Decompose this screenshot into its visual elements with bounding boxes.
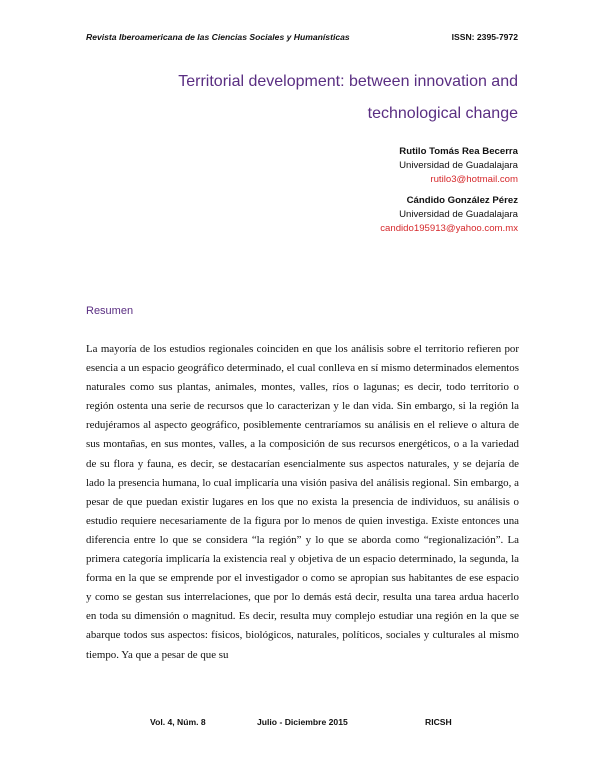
author-2 bbox=[218, 194, 518, 236]
page-footer bbox=[150, 717, 450, 729]
author-name: Rutilo Tomás Rea Becerra bbox=[399, 146, 518, 157]
running-header bbox=[86, 32, 518, 42]
paper-title bbox=[98, 66, 518, 130]
author-1 bbox=[218, 145, 518, 187]
author-affiliation: Universidad de Guadalajara bbox=[399, 160, 518, 171]
author-email-link[interactable]: rutilo3@hotmail.com bbox=[430, 174, 518, 185]
author-email-link[interactable]: candido195913@yahoo.com.mx bbox=[380, 223, 518, 234]
footer-journal-code: RICSH bbox=[425, 717, 452, 727]
paper-title-line-1: Territorial development: between innovation and bbox=[178, 73, 518, 90]
footer-volume: Vol. 4, Núm. 8 bbox=[150, 717, 206, 727]
author-name: Cándido González Pérez bbox=[406, 195, 518, 206]
paper-title-line-2: technological change bbox=[367, 105, 518, 122]
abstract-text: La mayoría de los estudios regionales coinciden en que los análisis sobre el territorio refieren por esencia a un espacio geográfico determinado, el cual conlleva en sí mismo determinados elementos naturales como sus plantas, animales, montes, valles, ríos o lagunas; es decir, todo territorio o región ostenta una serie de recursos que lo caracterizan y le dan vida. Sin embargo, si la región la redujéramos al aspecto geográfico, posiblemente centraríamos su análisis en el relieve o altura de sus montañas, en sus montes, valles, a la composición de sus recursos energéticos, o a la variedad de su flora y fauna, es decir, se destacarían esencialmente sus aspectos naturales, y se dejaría de lado la presencia humana, lo cual implicaría una visión pasiva del análisis regional. Sin embargo, a pesar de que puedan existir lugares en los que no exista la presencia de individuos, su análisis o estudio requiere necesariamente de la figura por lo menos de quien investiga. Existe entonces una diferencia entre lo que se considera “la región” y lo que se aborda como “regionalización”. La primera categoría implicaría la existencia real y objetiva de un espacio determinado, la segunda, la forma en la que se emprende por el investigador o como se apropian sus habitantes de ese espacio y como se gestan sus interrelaciones, que por lo demás está decir, resulta una tarea ardua hacerlo en toda su dimensión o magnitud. Es decir, resulta muy complejo estudiar una región en la que se abarque todos sus aspectos: físicos, biológicos, naturales, políticos, sociales y culturales al mismo tiempo. Ya que a pesar de que su bbox=[86, 343, 519, 661]
issn: ISSN: 2395-7972 bbox=[451, 32, 518, 42]
journal-name: Revista Iberoamericana de las Ciencias Sociales y Humanísticas bbox=[86, 32, 350, 42]
abstract-heading: Resumen bbox=[86, 305, 134, 317]
authors-block bbox=[218, 145, 518, 236]
author-affiliation: Universidad de Guadalajara bbox=[399, 209, 518, 220]
footer-period: Julio - Diciembre 2015 bbox=[257, 717, 348, 727]
